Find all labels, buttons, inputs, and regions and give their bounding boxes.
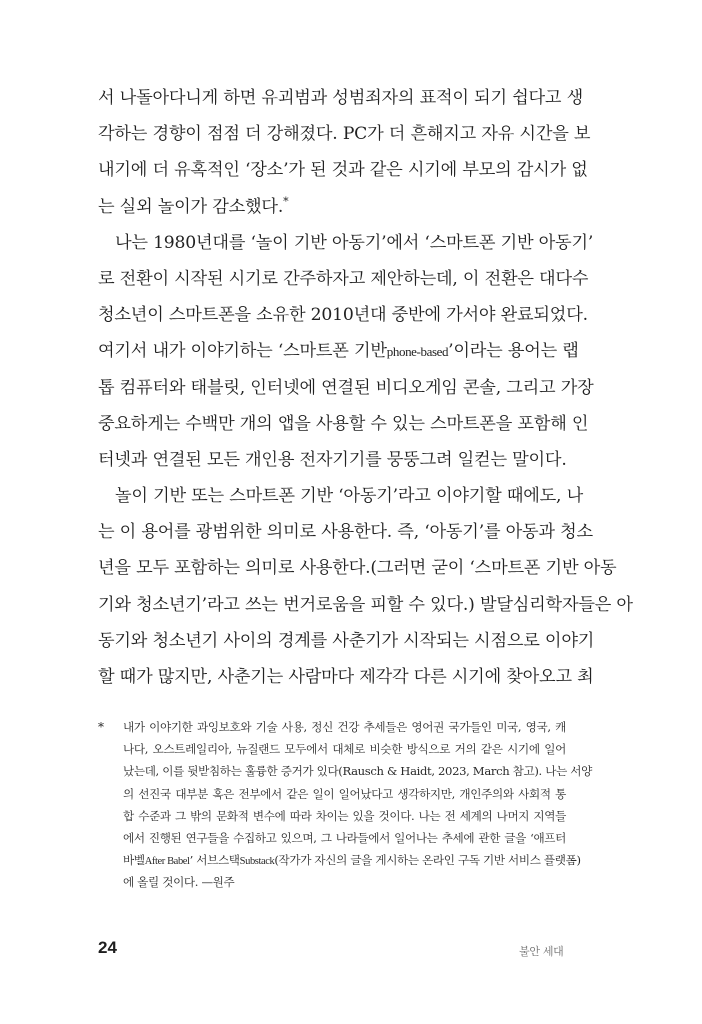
paragraph-2 [98, 225, 594, 478]
english-gloss: After Babel [144, 856, 190, 868]
footnote-line [123, 849, 581, 871]
text-line [98, 333, 579, 369]
text-line: 나는 1980년대를 ‘놀이 기반 아동기’에서 ‘스마트폰 기반 아동기’ [115, 232, 594, 253]
text-line [98, 189, 568, 225]
text-line-content: 여기서 내가 이야기하는 ‘스마트폰 기반 [98, 341, 387, 362]
footnote-body [123, 716, 592, 894]
footnote-text: (작가가 자신의 글을 게시하는 온라인 구독 기반 서비스 플랫폼) [274, 853, 581, 868]
text-line: 할 때가 많지만, 사춘기는 사람마다 제각각 다른 시기에 찾아오고 최 [98, 667, 594, 687]
footnote-line: 내가 이야기한 과잉보호와 기술 사용, 정신 건강 추세들은 영어권 국가들인 미국, 영국, 캐 [123, 720, 566, 734]
footnote [98, 716, 592, 894]
footnote-line: 합 수준과 그 밖의 문화적 변수에 따라 차이는 있을 것이다. 나는 전 세계의 나머지 지역들 [123, 808, 566, 823]
text-line: 서 나돌아다니게 하면 유괴범과 성범죄자의 표적이 되기 쉽다고 생 [98, 88, 583, 108]
text-line: 는 이 용어를 광범위한 의미로 사용한다. 즉, ‘아동기’를 아동과 청소 [98, 522, 593, 543]
text-line: 년을 모두 포함하는 의미로 사용한다.(그러면 굳이 ‘스마트폰 기반 아동 [98, 558, 617, 579]
footnote-text: ’ 서브스택 [189, 853, 240, 868]
text-line-content: 는 실외 놀이가 감소했다. [98, 196, 284, 217]
text-line: 톱 컴퓨터와 태블릿, 인터넷에 연결된 비디오게임 콘솔, 그리고 가장 [98, 377, 594, 398]
text-line: 각하는 경향이 점점 더 강해졌다. PC가 더 흔해지고 자유 시간을 보 [98, 124, 591, 145]
text-line: 터넷과 연결된 모든 개인용 전자기기를 뭉뚱그려 일컫는 말이다. [98, 449, 567, 470]
text-line: 중요하게는 수백만 개의 앱을 사용할 수 있는 스마트폰을 포함해 인 [98, 413, 589, 434]
text-line: 내기에 더 유혹적인 ‘장소’가 된 것과 같은 시기에 부모의 감시가 없 [98, 160, 588, 181]
running-title: 불안 세대 [519, 945, 564, 958]
english-gloss: Substack [239, 856, 275, 868]
paragraph-1 [98, 80, 591, 225]
footnote-marker: * [98, 720, 104, 734]
footnote-text: 바벨 [123, 853, 145, 868]
text-line: 놀이 기반 또는 스마트폰 기반 ‘아동기’라고 이야기할 때에도, 나 [115, 486, 583, 507]
footnote-line: 의 선진국 대부분 혹은 전부에서 같은 일이 일어났다고 생각하지만, 개인주의와 사회적 통 [123, 786, 566, 801]
body-text [98, 80, 633, 695]
text-line: 동기와 청소년기 사이의 경계를 사춘기가 시작되는 시점으로 이야기 [98, 630, 595, 651]
text-line-content: ’이라는 용어는 랩 [448, 341, 579, 362]
footnote-line: 에 올릴 것이다. —원주 [123, 875, 235, 890]
footnote-line: 에서 진행된 연구들을 수집하고 있으며, 그 나라들에서 일어나는 추세에 관한 글을 ‘애프터 [123, 830, 566, 845]
english-gloss: phone-based [386, 344, 449, 360]
page-number: 24 [98, 938, 117, 957]
text-line: 청소년이 스마트폰을 소유한 2010년대 중반에 가서야 완료되었다. [98, 305, 588, 326]
footnote-line: 나다, 오스트레일리아, 뉴질랜드 모두에서 대체로 비슷한 방식으로 거의 같은 시기에 일어 [123, 742, 566, 757]
paragraph-3 [98, 478, 633, 695]
text-line: 로 전환이 시작된 시기로 간주하자고 제안하는데, 이 전환은 대다수 [98, 268, 589, 289]
text-line: 기와 청소년기’라고 쓰는 번거로움을 피할 수 있다.) 발달심리학자들은 아 [98, 594, 633, 615]
footnote-reference[interactable]: * [283, 194, 289, 208]
footnote-line: 났는데, 이를 뒷받침하는 훌륭한 증거가 있다(Rausch & Haidt, 2023, March 참고). 나는 서양 [123, 764, 592, 779]
